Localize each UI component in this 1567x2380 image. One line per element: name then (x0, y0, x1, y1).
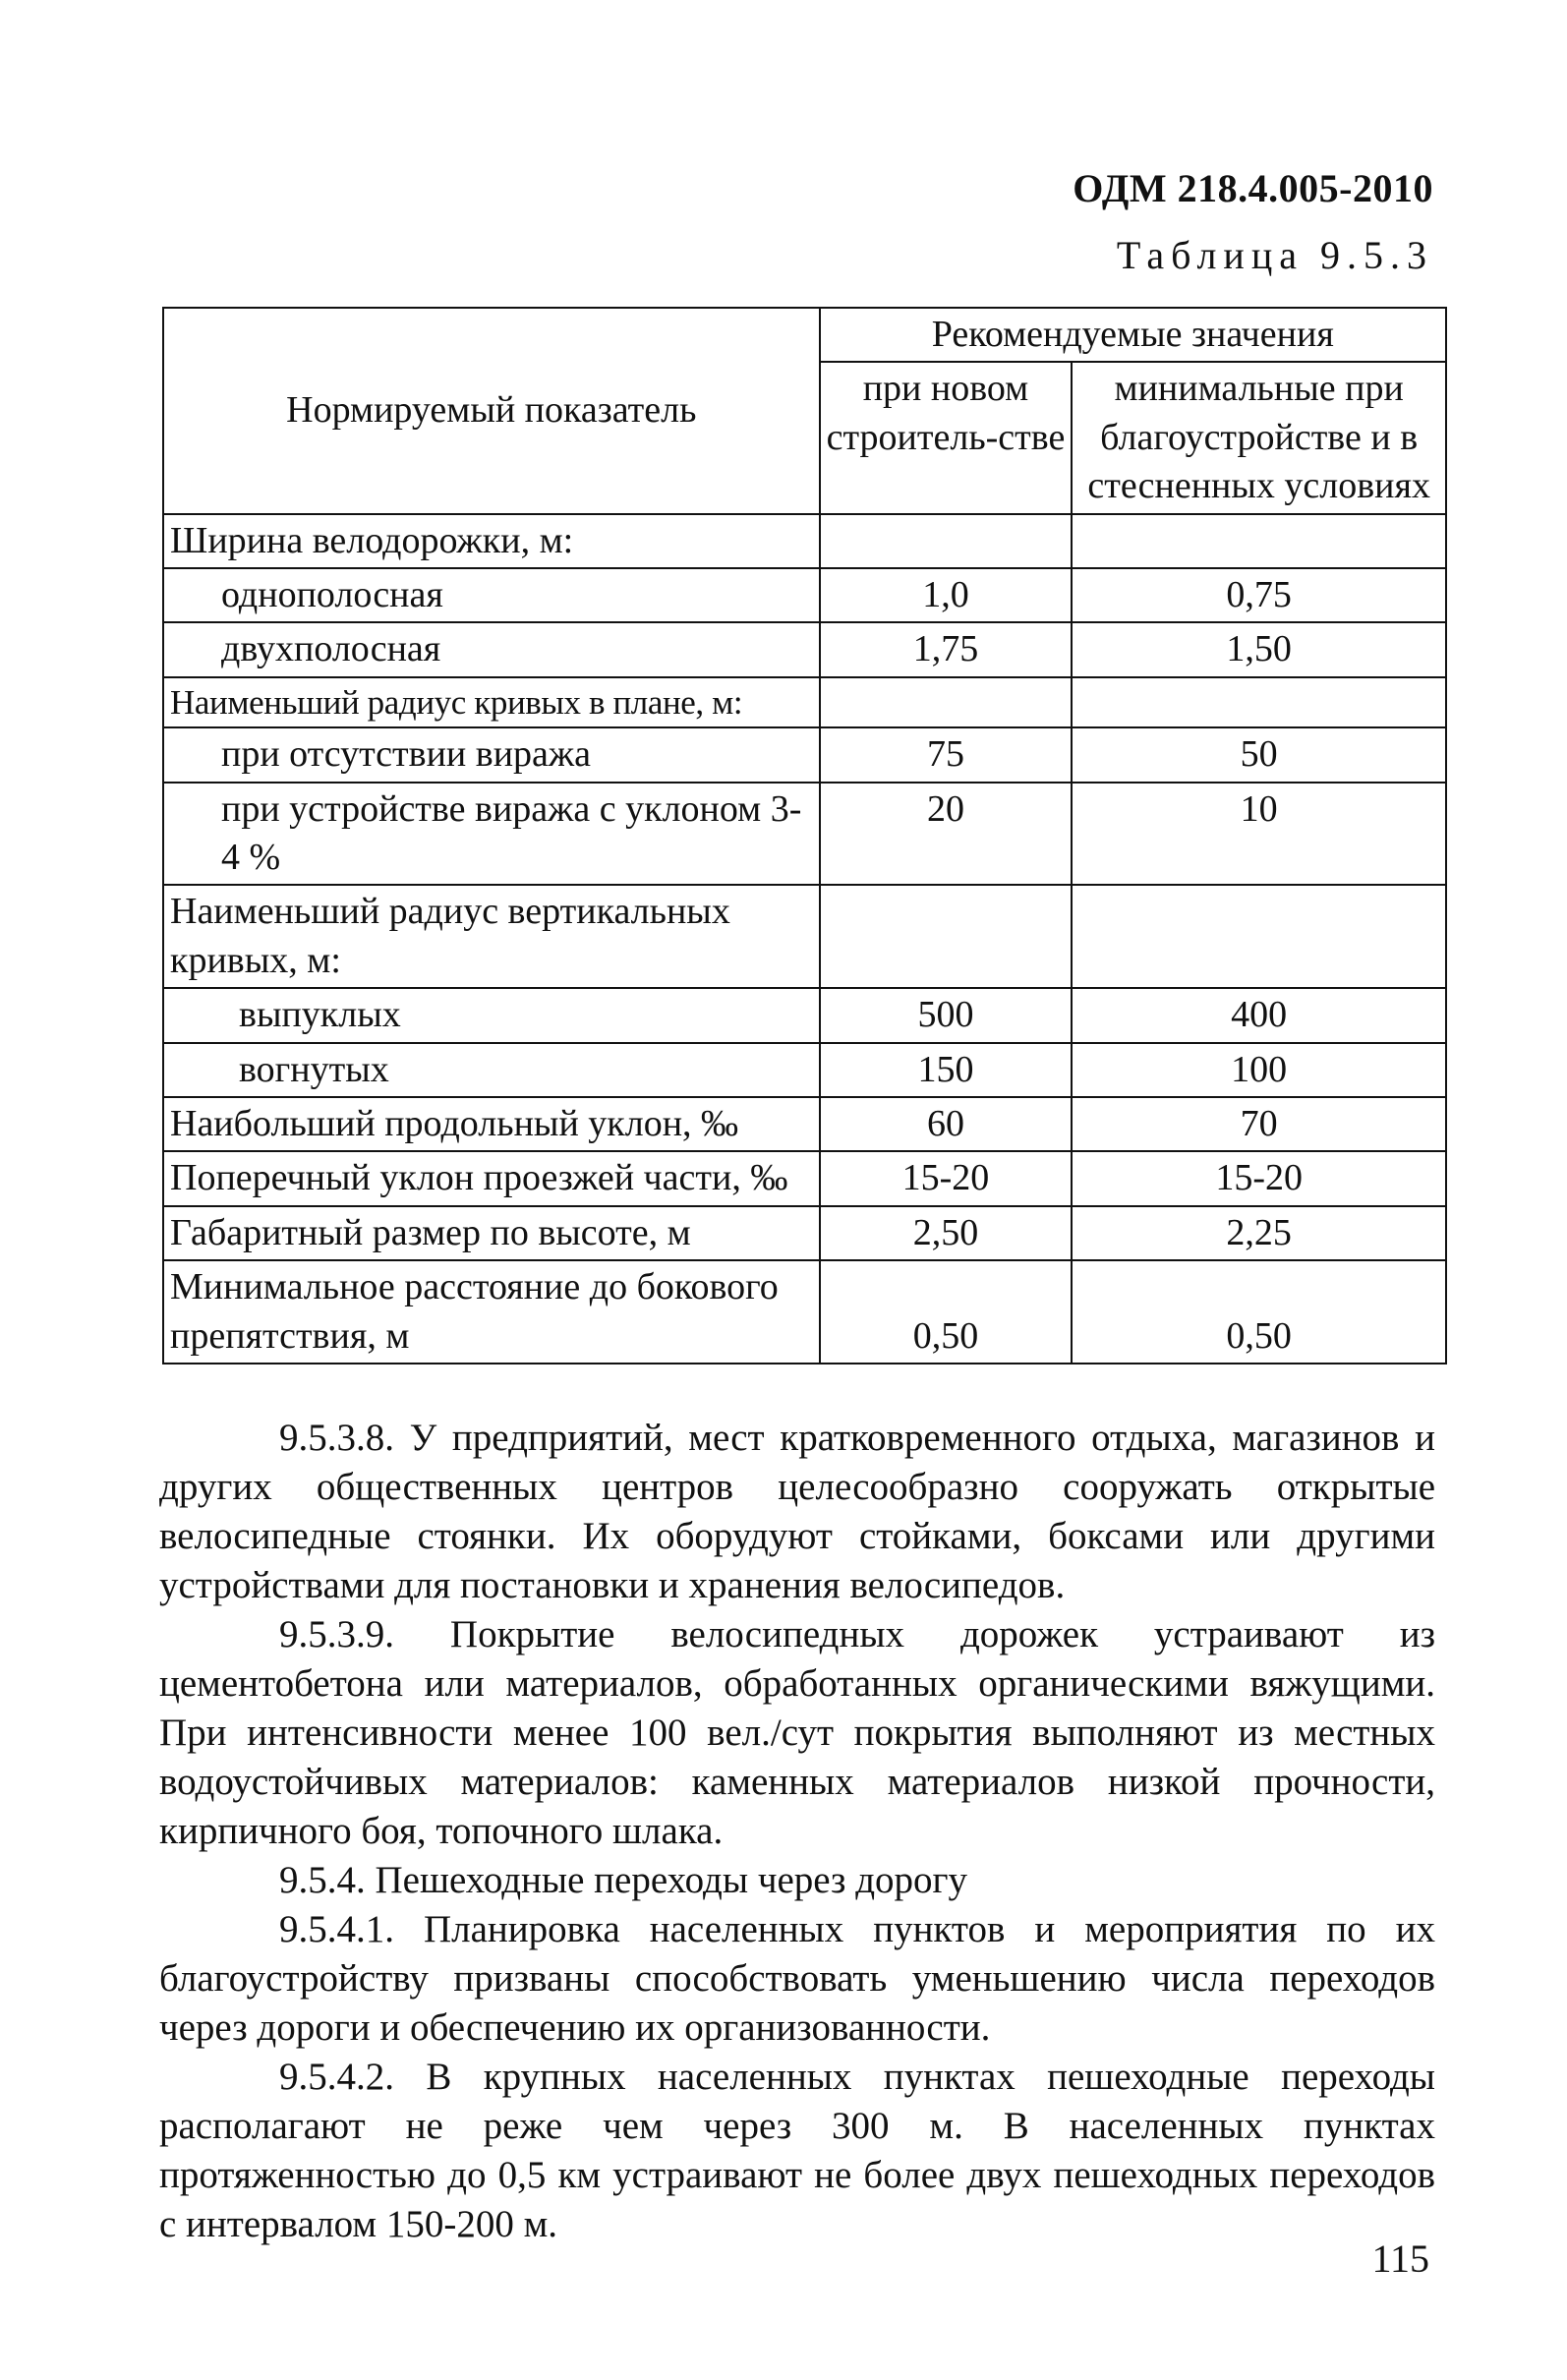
row-value-new (820, 885, 1073, 988)
table-row (163, 783, 1446, 886)
row-label: однополосная (163, 568, 820, 622)
document-code: ОДМ 218.4.005-2010 (1073, 166, 1433, 210)
row-value-min: 15-20 (1072, 1151, 1446, 1205)
table-row (163, 514, 1446, 568)
table-row (163, 677, 1446, 728)
body-text (159, 1414, 1435, 2249)
row-value-new (820, 514, 1073, 568)
row-value-new: 75 (820, 727, 1073, 782)
row-value-new: 1,0 (820, 568, 1073, 622)
table-row (163, 885, 1446, 988)
row-label: Минимальное расстояние до бокового препятствия, м (163, 1260, 820, 1364)
row-label: вогнутых (163, 1043, 820, 1097)
row-value-min (1072, 885, 1446, 988)
table-header-row (163, 308, 1446, 362)
table-row (163, 1043, 1446, 1097)
header-recommended-values: Рекомендуемые значения (820, 308, 1446, 362)
page-number: 115 (1371, 2236, 1429, 2281)
row-value-new: 1,75 (820, 622, 1073, 676)
header-minimal-values: минимальные при благоустройстве и в стесненных условиях (1072, 362, 1446, 513)
row-value-min: 400 (1072, 988, 1446, 1042)
row-value-min: 0,50 (1072, 1260, 1446, 1364)
row-value-new (820, 677, 1073, 728)
row-label: при отсутствии виража (163, 727, 820, 782)
row-value-new: 0,50 (820, 1260, 1073, 1364)
row-value-new: 500 (820, 988, 1073, 1042)
table-row (163, 622, 1446, 676)
header-parameter: Нормируемый показатель (163, 308, 820, 514)
row-label: при устройстве виража с уклоном 3-4 % (163, 783, 820, 886)
paragraph-9-5-4-2: 9.5.4.2. В крупных населенных пунктах пешеходные переходы располагают не реже чем через 300 м. В населенных пунктах протяженностью до 0,5 км устраивают не более двух пешеходных переходов с интервалом 150-200 м. (159, 2056, 1435, 2245)
header-new-construction: при новом строитель-стве (820, 362, 1073, 513)
row-value-min (1072, 514, 1446, 568)
row-value-new: 15-20 (820, 1151, 1073, 1205)
row-value-min: 50 (1072, 727, 1446, 782)
row-value-min: 1,50 (1072, 622, 1446, 676)
row-value-min: 70 (1072, 1097, 1446, 1151)
table-row (163, 988, 1446, 1042)
paragraph-9-5-3-8: 9.5.3.8. У предприятий, мест кратковременного отдыха, магазинов и других общественных центров целесообразно сооружать открытые велосипедные стоянки. Их оборудуют стойками, боксами или другими устройствами для постановки и хранения велосипедов. (159, 1417, 1435, 1606)
row-label: Ширина велодорожки, м: (163, 514, 820, 568)
table-row (163, 1206, 1446, 1260)
section-heading-9-5-4: 9.5.4. Пешеходные переходы через дорогу (279, 1859, 968, 1901)
row-value-new: 60 (820, 1097, 1073, 1151)
row-label: Наименьший радиус кривых в плане, м: (163, 677, 820, 728)
row-label: выпуклых (163, 988, 820, 1042)
row-value-new: 150 (820, 1043, 1073, 1097)
row-value-min: 10 (1072, 783, 1446, 886)
row-value-min: 0,75 (1072, 568, 1446, 622)
row-value-new: 20 (820, 783, 1073, 886)
table-row (163, 1260, 1446, 1364)
paragraph-9-5-4-1: 9.5.4.1. Планировка населенных пунктов и мероприятия по их благоустройству призваны способствовать уменьшению числа переходов через дороги и обеспечению их организованности. (159, 1908, 1435, 2049)
norm-table (162, 307, 1447, 1364)
table-row (163, 1151, 1446, 1205)
row-label: Поперечный уклон проезжей части, ‰ (163, 1151, 820, 1205)
table-row (163, 568, 1446, 622)
row-value-min (1072, 677, 1446, 728)
table-row (163, 727, 1446, 782)
row-label: Наибольший продольный уклон, ‰ (163, 1097, 820, 1151)
row-label: Наименьший радиус вертикальных кривых, м: (163, 885, 820, 988)
row-value-new: 2,50 (820, 1206, 1073, 1260)
paragraph-9-5-3-9: 9.5.3.9. Покрытие велосипедных дорожек устраивают из цементобетона или материалов, обработанных органическими вяжущими. При интенсивности менее 100 вел./сут покрытия выполняют из местных водоустойчивых материалов: каменных материалов низкой прочности, кирпичного боя, топочного шлака. (159, 1613, 1435, 1852)
row-value-min: 2,25 (1072, 1206, 1446, 1260)
row-label: двухполосная (163, 622, 820, 676)
table-row (163, 1097, 1446, 1151)
table-caption: Таблица 9.5.3 (1116, 233, 1433, 277)
row-value-min: 100 (1072, 1043, 1446, 1097)
row-label: Габаритный размер по высоте, м (163, 1206, 820, 1260)
